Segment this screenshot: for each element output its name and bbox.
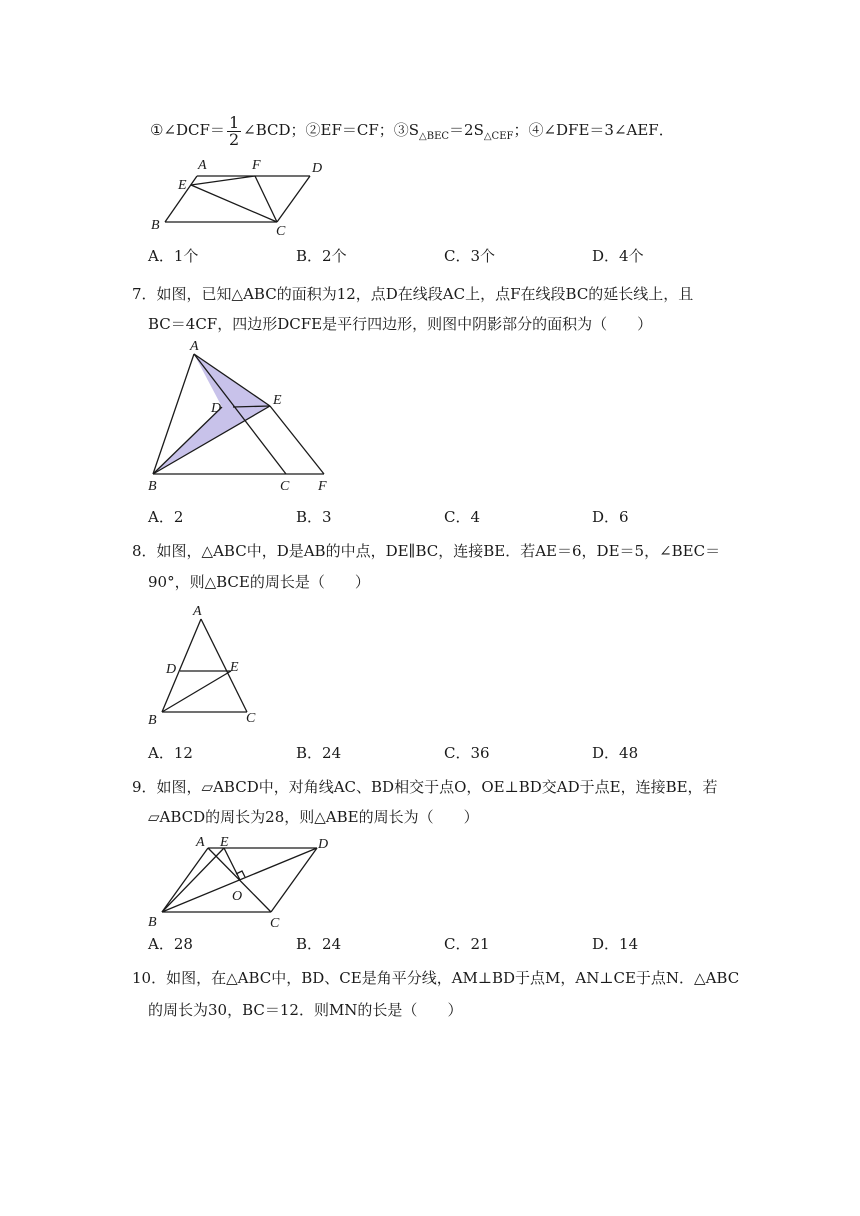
q7-side-ac: [194, 354, 286, 474]
q6-label-f: F: [252, 158, 261, 173]
q9-seg-eo: [224, 848, 240, 880]
q10-line2: 的周长为30，BC＝12．则MN的长是（ ）: [148, 1001, 463, 1019]
q7-figure: [140, 340, 370, 500]
q8-line2: 90°，则△BCE的周长是（ ）: [148, 573, 370, 591]
q6-sub-cef: △CEF: [483, 131, 514, 142]
q8-option-a: A．12: [148, 744, 193, 762]
q7-option-c: C．4: [444, 508, 481, 526]
q7-option-a: A．2: [148, 508, 184, 526]
q6-fraction: [227, 112, 241, 149]
q6-stmt-4: ；④∠DFE＝3∠AEF．: [513, 121, 674, 139]
q6-frac-num: 1: [228, 112, 240, 132]
q7-line1: 7．如图，已知△ABC的面积为12，点D在线段AC上，点F在线段BC的延长线上，且: [132, 285, 694, 303]
q9-option-c: C．21: [444, 935, 490, 953]
q9-label-d: D: [318, 837, 329, 852]
q8-label-b: B: [148, 713, 157, 728]
q6-option-b: B．2个: [296, 247, 347, 265]
q6-label-d: D: [312, 161, 323, 176]
q9-seg-be: [162, 848, 224, 912]
q6-option-c: C．3个: [444, 247, 496, 265]
q8-option-d: D．48: [592, 744, 639, 762]
q7-option-b: B．3: [296, 508, 332, 526]
q8-label-a: A: [193, 604, 202, 619]
q8-label-d: D: [166, 662, 177, 677]
q9-figure: [140, 832, 350, 932]
q6-label-c: C: [276, 224, 286, 239]
q6-figure: [145, 155, 345, 240]
q6-stmt-1a: ①∠DCF＝: [150, 121, 225, 139]
q6-seg-ef: [191, 176, 255, 185]
q7-label-c: C: [280, 479, 290, 494]
q8-figure: [140, 600, 280, 730]
q8-label-c: C: [246, 711, 256, 726]
q8-label-e: E: [230, 660, 239, 675]
q9-line2: ▱ABCD的周长为28，则△ABE的周长为（ ）: [148, 808, 479, 826]
q6-seg-fc: [255, 176, 277, 222]
q7-label-b: B: [148, 479, 157, 494]
q6-option-a: A．1个: [148, 247, 199, 265]
q7-label-d: D: [211, 401, 222, 416]
q9-option-b: B．24: [296, 935, 342, 953]
q8-side-ac: [201, 619, 247, 712]
q8-option-c: C．36: [444, 744, 490, 762]
q8-option-b: B．24: [296, 744, 342, 762]
q6-option-d: D．4个: [592, 247, 644, 265]
q7-line2: BC＝4CF，四边形DCFE是平行四边形，则图中阴影部分的面积为（ ）: [148, 315, 653, 333]
q9-line1: 9．如图，▱ABCD中，对角线AC、BD相交于点O，OE⊥BD交AD于点E，连接BE，若: [132, 778, 718, 796]
q7-label-e: E: [273, 393, 282, 408]
q6-stmt-3b: ＝2S: [449, 121, 484, 139]
q7-label-f: F: [318, 479, 327, 494]
q9-label-o: O: [232, 889, 243, 904]
q9-label-b: B: [148, 915, 157, 930]
q9-option-d: D．14: [592, 935, 639, 953]
q7-seg-be: [153, 406, 270, 474]
q9-option-a: A．28: [148, 935, 193, 953]
q9-label-e: E: [220, 835, 229, 850]
q6-label-e: E: [178, 178, 187, 193]
q6-seg-ec: [191, 185, 277, 222]
q7-label-a: A: [190, 340, 199, 354]
q6-sub-bec: △BEC: [419, 131, 450, 142]
q6-stmt-1b: ∠BCD；②EF＝CF；③S: [243, 121, 420, 139]
q6-label-a: A: [198, 158, 207, 173]
q9-label-a: A: [196, 835, 205, 850]
q6-frac-den: 2: [228, 129, 240, 149]
q6-label-b: B: [151, 218, 160, 233]
q8-seg-be: [162, 671, 231, 712]
q10-line1: 10．如图，在△ABC中，BD、CE是角平分线，AM⊥BD于点M，AN⊥CE于点N．△ABC: [132, 969, 740, 987]
q8-line1: 8．如图，△ABC中，D是AB的中点，DE∥BC，连接BE．若AE＝6，DE＝5，∠BEC＝: [132, 542, 721, 560]
q7-option-d: D．6: [592, 508, 629, 526]
q6-side-dc: [277, 176, 310, 222]
q6-statements: [150, 112, 674, 148]
q9-label-c: C: [270, 916, 280, 931]
